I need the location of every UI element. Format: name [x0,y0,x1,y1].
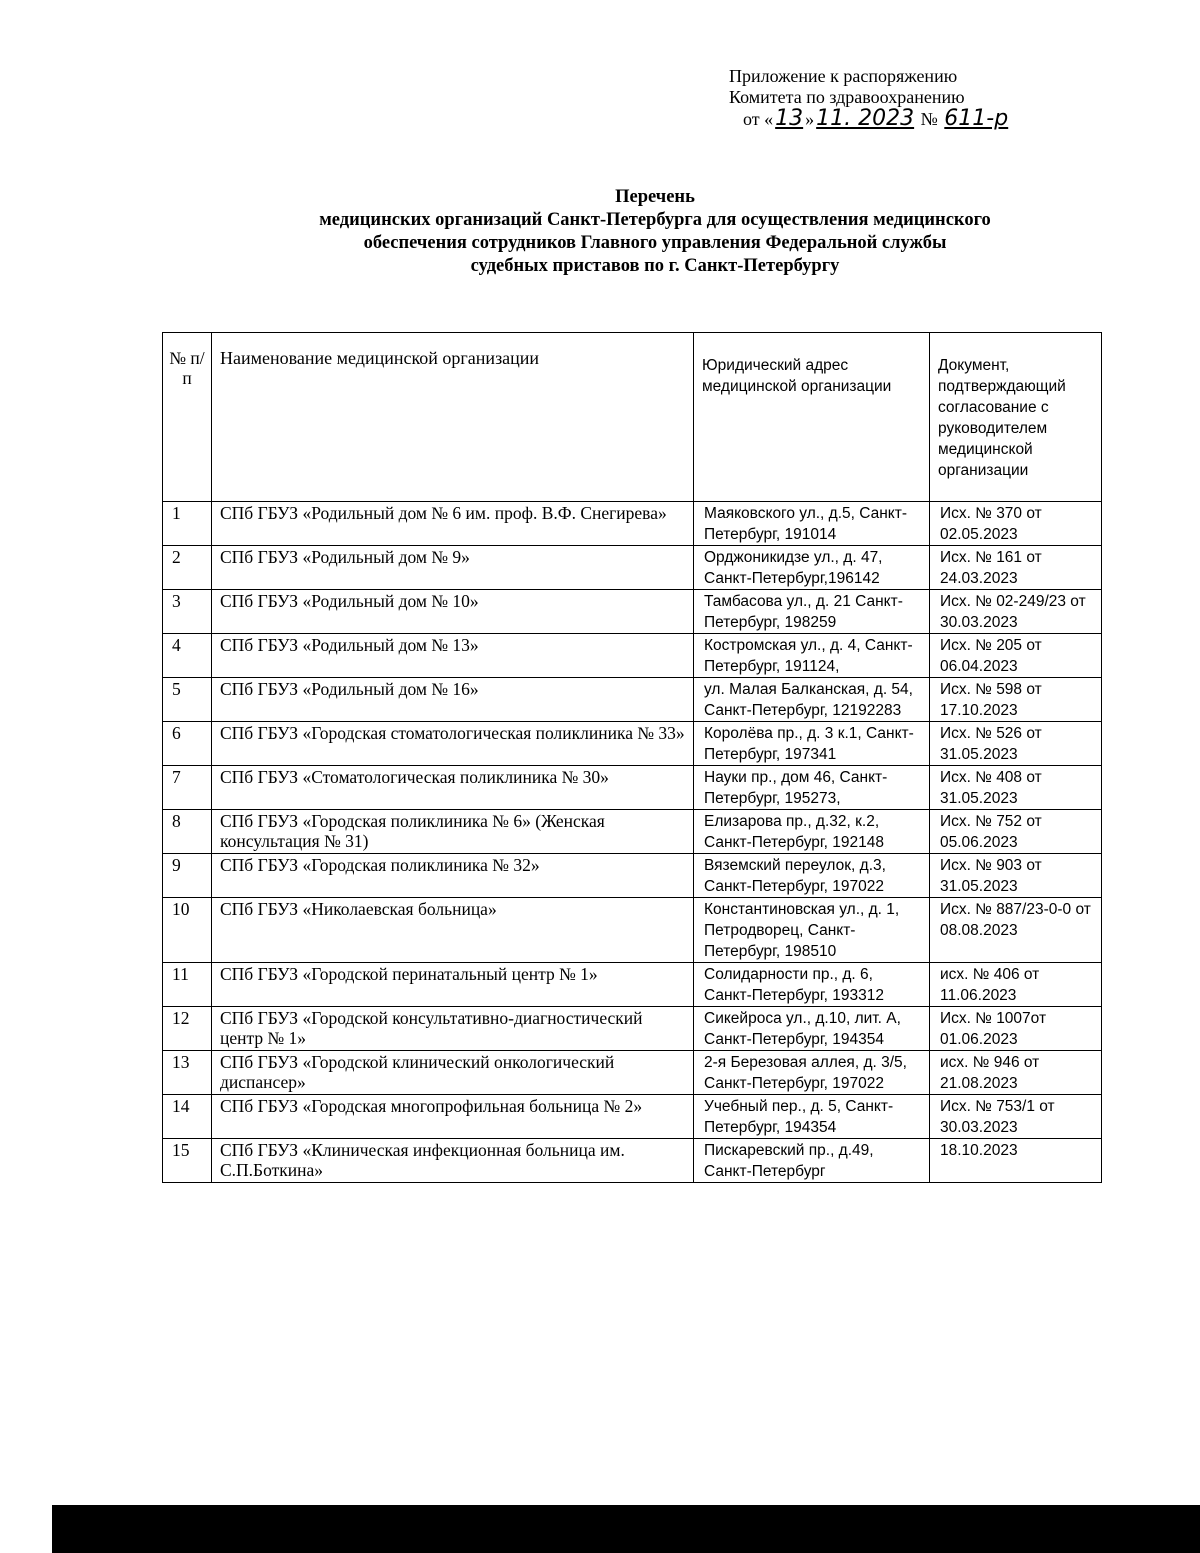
row-number: 13 [163,1051,212,1095]
org-name: СПб ГБУЗ «Родильный дом № 6 им. проф. В.Ф. Снегирева» [212,502,694,546]
row-number: 14 [163,1095,212,1139]
table-row [163,634,1102,678]
row-number: 6 [163,722,212,766]
table-row [163,678,1102,722]
approval-document: Исх. № 903 от 31.05.2023 [930,854,1102,898]
header-num: № п/п [163,333,212,502]
org-address: Вяземский переулок, д.3, Санкт-Петербург, 197022 [694,854,930,898]
handwritten-month-year: 11. 2023 [816,106,915,131]
appendix-header [729,66,1010,130]
approval-document: Исх. № 598 от 17.10.2023 [930,678,1102,722]
row-number: 3 [163,590,212,634]
org-name: СПб ГБУЗ «Родильный дом № 16» [212,678,694,722]
org-address: Маяковского ул., д.5, Санкт-Петербург, 191014 [694,502,930,546]
org-name: СПб ГБУЗ «Городская многопрофильная больница № 2» [212,1095,694,1139]
appendix-line-1: Приложение к распоряжению [729,66,958,86]
approval-document: исх. № 406 от 11.06.2023 [930,963,1102,1007]
org-address: Сикейроса ул., д.10, лит. А, Санкт-Петербург, 194354 [694,1007,930,1051]
table-row [163,1139,1102,1183]
handwritten-day: 13 [775,106,804,131]
header-address: Юридический адрес медицинской организации [694,333,930,502]
org-address: Королёва пр., д. 3 к.1, Санкт-Петербург, 197341 [694,722,930,766]
org-name: СПб ГБУЗ «Николаевская больница» [212,898,694,963]
table-row [163,963,1102,1007]
row-number: 2 [163,546,212,590]
table-row [163,590,1102,634]
header-document: Документ, подтверждающий согласование с руководителем медицинской организации [930,333,1102,502]
approval-document: 18.10.2023 [930,1139,1102,1183]
org-name: СПб ГБУЗ «Городской клинический онкологический диспансер» [212,1051,694,1095]
approval-document: Исх. № 161 от 24.03.2023 [930,546,1102,590]
org-address: Пискаревский пр., д.49, Санкт-Петербург [694,1139,930,1183]
org-name: СПб ГБУЗ «Городская поликлиника № 6» (Женская консультация № 31) [212,810,694,854]
scan-edge-bar [52,1505,1200,1553]
row-number: 10 [163,898,212,963]
org-address: Науки пр., дом 46, Санкт-Петербург, 195273, [694,766,930,810]
approval-document: Исх. № 526 от 31.05.2023 [930,722,1102,766]
row-number: 4 [163,634,212,678]
row-number: 7 [163,766,212,810]
org-name: СПб ГБУЗ «Стоматологическая поликлиника № 30» [212,766,694,810]
appendix-line-2: Комитета по здравоохранению [729,87,965,107]
table-row [163,1051,1102,1095]
table-row [163,766,1102,810]
approval-document: Исх. № 752 от 05.06.2023 [930,810,1102,854]
org-name: СПб ГБУЗ «Городская поликлиника № 32» [212,854,694,898]
header-name: Наименование медицинской организации [212,333,694,502]
approval-document: исх. № 946 от 21.08.2023 [930,1051,1102,1095]
organizations-table [162,332,1102,1183]
title-line-1: Перечень [615,187,695,207]
row-number: 12 [163,1007,212,1051]
org-address: Учебный пер., д. 5, Санкт-Петербург, 194354 [694,1095,930,1139]
title-line-4: судебных приставов по г. Санкт-Петербургу [470,256,840,276]
org-address: Орджоникидзе ул., д. 47, Санкт-Петербург,196142 [694,546,930,590]
row-number: 11 [163,963,212,1007]
org-name: СПб ГБУЗ «Городской консультативно-диагностический центр № 1» [212,1007,694,1051]
table-row [163,810,1102,854]
org-name: СПб ГБУЗ «Городская стоматологическая поликлиника № 33» [212,722,694,766]
org-name: СПб ГБУЗ «Родильный дом № 13» [212,634,694,678]
org-address: Константиновская ул., д. 1, Петродворец, Санкт-Петербург, 198510 [694,898,930,963]
approval-document: Исх. № 370 от 02.05.2023 [930,502,1102,546]
date-prefix: от « [743,109,774,129]
title-line-2: медицинских организаций Санкт-Петербурга для осуществления медицинского [319,210,991,230]
table-row [163,1095,1102,1139]
approval-document: Исх. № 887/23-0-0 от 08.08.2023 [930,898,1102,963]
org-address: Тамбасова ул., д. 21 Санкт-Петербург, 198259 [694,590,930,634]
org-address: 2-я Березовая аллея, д. 3/5, Санкт-Петербург, 197022 [694,1051,930,1095]
org-name: СПб ГБУЗ «Городской перинатальный центр № 1» [212,963,694,1007]
row-number: 5 [163,678,212,722]
org-name: СПб ГБУЗ «Родильный дом № 9» [212,546,694,590]
document-title [150,186,1160,278]
title-line-3: обеспечения сотрудников Главного управления Федеральной службы [363,233,947,253]
org-name: СПб ГБУЗ «Родильный дом № 10» [212,590,694,634]
row-number: 8 [163,810,212,854]
table-header-row [163,333,1102,502]
table-row [163,722,1102,766]
row-number: 9 [163,854,212,898]
org-address: Костромская ул., д. 4, Санкт-Петербург, 191124, [694,634,930,678]
table-row [163,854,1102,898]
row-number: 1 [163,502,212,546]
approval-document: Исх. № 02-249/23 от 30.03.2023 [930,590,1102,634]
approval-document: Исх. № 205 от 06.04.2023 [930,634,1102,678]
org-address: Солидарности пр., д. 6, Санкт-Петербург, 193312 [694,963,930,1007]
org-name: СПб ГБУЗ «Клиническая инфекционная больница им. С.П.Боткина» [212,1139,694,1183]
number-label: № [920,109,938,129]
handwritten-number: 611-р [944,106,1009,131]
table-row [163,1007,1102,1051]
row-number: 15 [163,1139,212,1183]
org-address: ул. Малая Балканская, д. 54, Санкт-Петербург, 12192283 [694,678,930,722]
date-mid: » [805,109,815,129]
approval-document: Исх. № 1007от 01.06.2023 [930,1007,1102,1051]
table-row [163,898,1102,963]
table-row [163,502,1102,546]
org-address: Елизарова пр., д.32, к.2, Санкт-Петербург, 192148 [694,810,930,854]
table-row [163,546,1102,590]
appendix-date-line [729,108,1010,130]
approval-document: Исх. № 408 от 31.05.2023 [930,766,1102,810]
approval-document: Исх. № 753/1 от 30.03.2023 [930,1095,1102,1139]
